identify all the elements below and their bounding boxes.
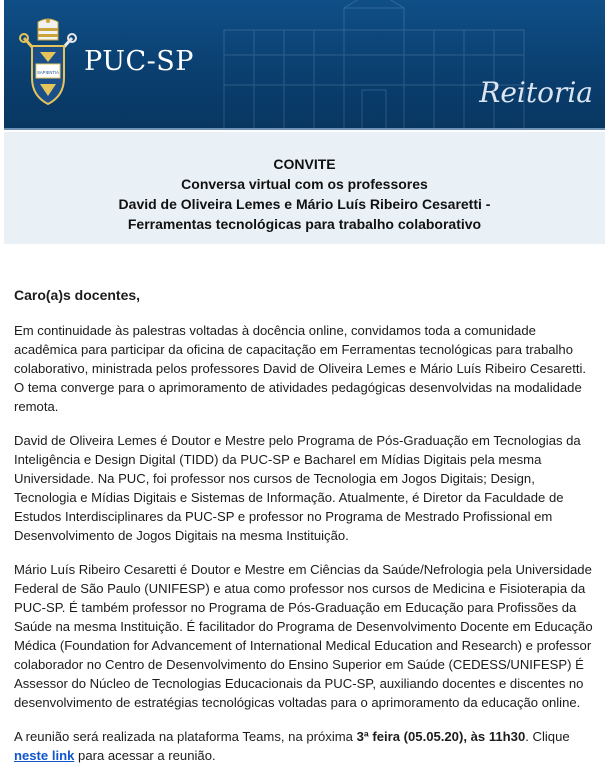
meeting-date: 3ª feira (05.05.20) [356, 729, 464, 744]
meeting-text-end: para acessar a reunião. [74, 748, 216, 763]
paragraph-intro: Em continuidade às palestras voltadas à docência online, convidamos toda a comunidade acadêmica para participar da oficina de capacitação em Ferramentas tecnológicas para trabalho colaborativo, ministrada pelos professores David de Oliveira Lemes e Mário Luís Ribeiro Cesaretti. O tema converge para o aprimoramento de atividades pedagógicas desenvolvidas na modalidade remota. [14, 323, 587, 414]
banner-divider [4, 128, 605, 130]
message-body [14, 286, 594, 780]
brand-name: PUC-SP [84, 46, 194, 77]
meeting-link[interactable]: neste link [14, 748, 75, 763]
invite-topic: Ferramentas tecnológicas para trabalho colaborativo [127, 216, 482, 232]
meeting-time: às 11h30 [470, 729, 526, 744]
crest-motto: SAPIENTIA [37, 70, 59, 75]
building-illustration [164, 0, 605, 130]
paragraph-david-bio: David de Oliveira Lemes é Doutor e Mestre pelo Programa de Pós-Graduação em Tecnologias da Inteligência e Design Digital (TIDD) da PUC-SP e Bacharel em Mídias Digitais pela mesma Universidade. Na PUC, foi professor nos cursos de Tecnologia em Jogos Digitais; Design, Tecnologia e Mídias Digitais e Sistemas de Informação. Atualmente, é Diretor da Faculdade de Estudos Interdisciplinares da PUC-SP e professor no Programa de Mestrado Profissional em Desenvolvimento de Jogos Digitais na mesma Instituição. [14, 433, 581, 543]
banner-subtitle: Reitoria [479, 76, 593, 109]
invite-speakers: David de Oliveira Lemes e Mário Luís Ribeiro Cesaretti - [118, 196, 491, 212]
invite-subtitle: Conversa virtual com os professores [181, 176, 428, 192]
greeting: Caro(a)s docentes, [14, 287, 141, 303]
invitation-header [4, 132, 605, 244]
meeting-text-mid: . Clique [525, 729, 570, 744]
paragraph-mario-bio: Mário Luís Ribeiro Cesaretti é Doutor e Mestre em Ciências da Saúde/Nefrologia pela Universidade Federal de São Paulo (UNIFESP) e atua como professor nos cursos de Medicina e Fisioterapia da PUC-SP. É também professor no Programa de Pós-Graduação em Educação para Profissões da Saúde na mesma Instituição. É facilitador do Programa de Desenvolvimento Docente em Educação Médica (Foundation for Advancement of International Medical Education and Research) e professor colaborador no Centro de Desenvolvimento do Ensino Superior em Saúde (CEDESS/UNIFESP) É Assessor do Núcleo de Tecnologias Educacionais da PUC-SP, auxiliando docentes e discentes no desenvolvimento de estratégias tecnológicas voltadas para o aprimoramento da educação online. [14, 562, 593, 710]
header-banner [4, 0, 605, 130]
paragraph-meeting-info [14, 727, 594, 765]
meeting-comma: , [463, 729, 471, 744]
invite-title: CONVITE [273, 156, 336, 172]
puc-crest-logo [18, 18, 78, 106]
meeting-text-pre: A reunião será realizada na plataforma Teams, na próxima [14, 729, 357, 744]
